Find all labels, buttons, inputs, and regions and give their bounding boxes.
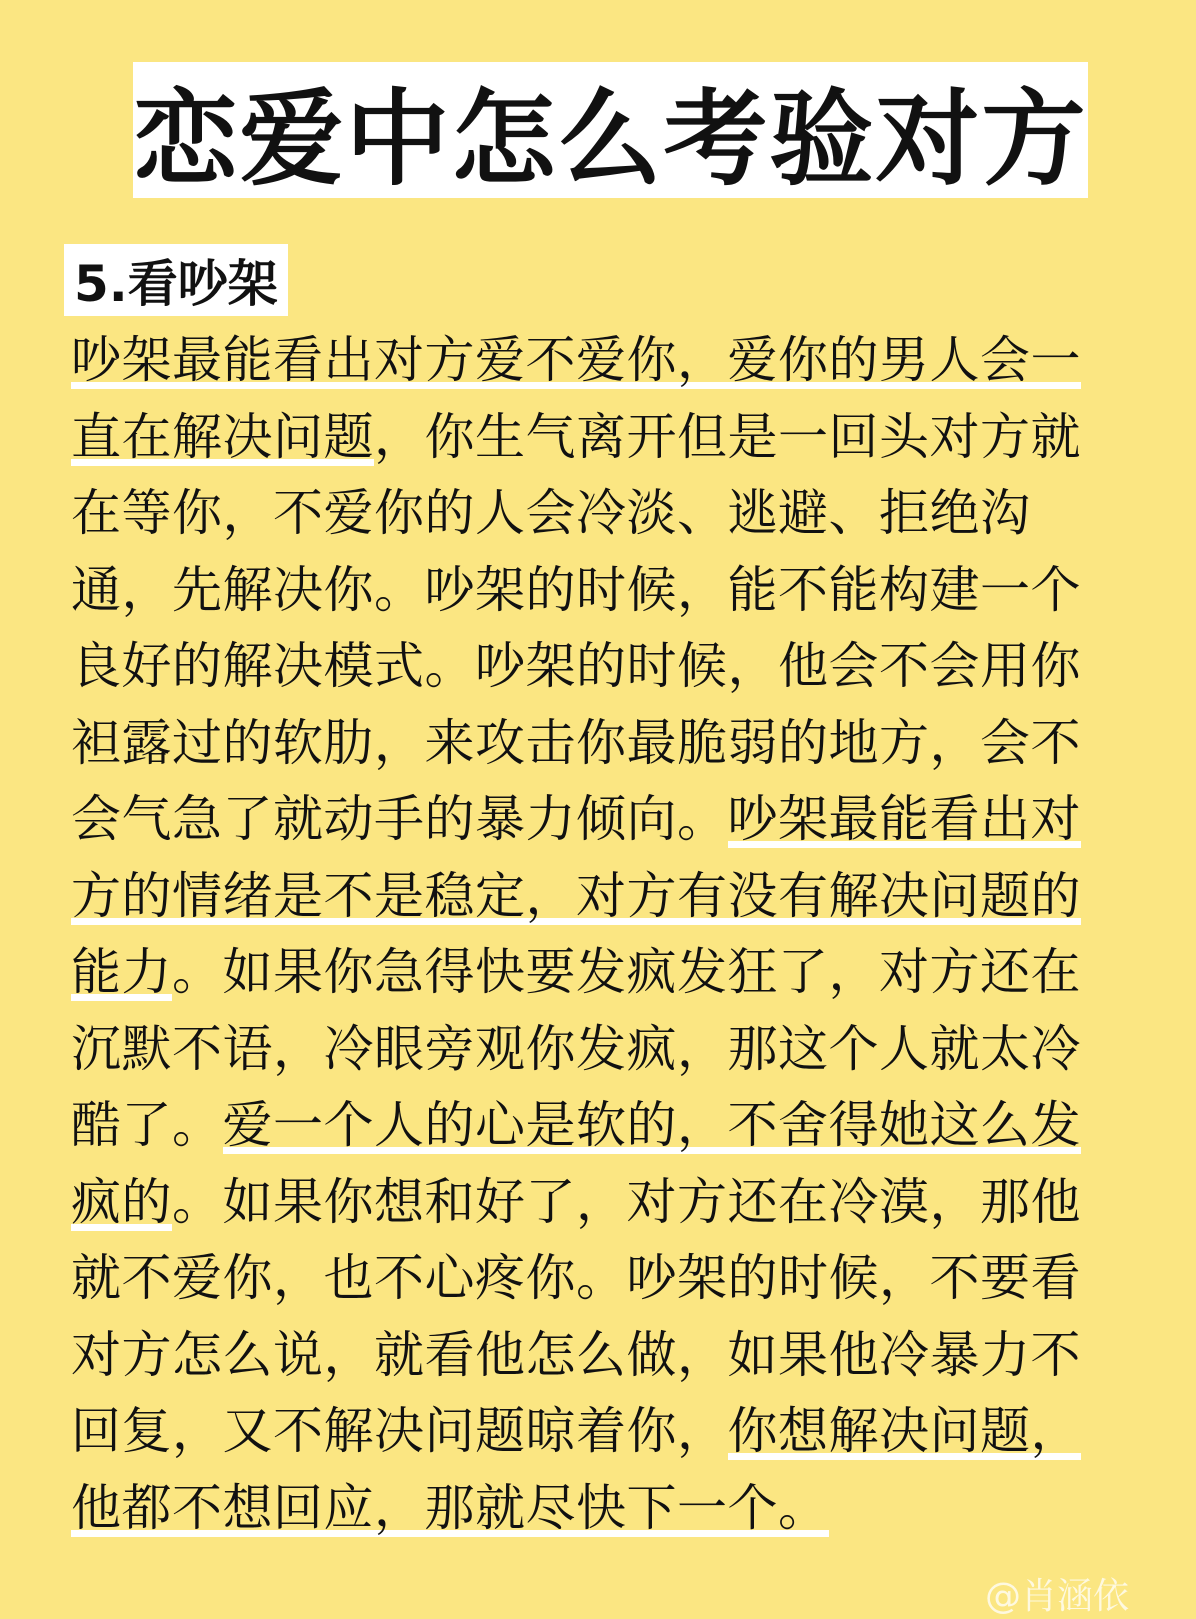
text-segment: ，你生气离开但是一回头对方就 xyxy=(374,407,1081,466)
text-line xyxy=(71,1470,1131,1547)
highlighted-text: 你想解决问题， xyxy=(727,1402,1081,1460)
page-title: 恋爱中怎么考验对方 xyxy=(133,78,1088,200)
highlighted-text: 能力 xyxy=(71,943,172,1001)
text-line xyxy=(71,552,1131,629)
text-segment: 。如果你想和好了，对方还在冷漠，那他 xyxy=(172,1172,1081,1231)
text-segment: 回复，又不解决问题晾着你， xyxy=(71,1402,728,1460)
text-segment: 在等你，不爱你的人会冷淡、逃避、拒绝沟 xyxy=(71,484,1031,542)
highlighted-text: 直在解决问题 xyxy=(71,407,374,466)
text-line xyxy=(71,1164,1131,1241)
title-banner xyxy=(133,62,1088,198)
text-line xyxy=(71,1240,1131,1317)
text-line xyxy=(71,781,1131,858)
text-line xyxy=(71,1087,1131,1164)
highlighted-text: 吵架最能看出对 xyxy=(727,790,1081,848)
text-segment: 良好的解决模式。吵架的时候，他会不会用你 xyxy=(71,637,1081,695)
text-segment: 对方怎么说，就看他怎么做，如果他冷暴力不 xyxy=(71,1325,1081,1384)
text-line xyxy=(71,322,1131,399)
text-line xyxy=(71,1393,1131,1470)
highlighted-text: 他都不想回应，那就尽快下一个。 xyxy=(71,1478,829,1537)
text-segment: 通，先解决你。吵架的时候，能不能构建一个 xyxy=(71,560,1081,619)
text-line xyxy=(71,1011,1131,1088)
section-heading: 5.看吵架 xyxy=(74,255,278,313)
text-segment: 袒露过的软肋，来攻击你最脆弱的地方，会不 xyxy=(71,713,1081,772)
text-segment: 沉默不语，冷眼旁观你发疯，那这个人就太冷 xyxy=(71,1019,1081,1078)
text-line xyxy=(71,399,1131,476)
text-line xyxy=(71,1317,1131,1394)
highlighted-text: 吵架最能看出对方爱不爱你，爱你的男人会一 xyxy=(71,331,1081,389)
highlighted-text: 爱一个人的心是软的，不舍得她这么发 xyxy=(222,1096,1081,1154)
text-segment: 酷了。 xyxy=(71,1096,223,1154)
text-segment: 会气急了就动手的暴力倾向。 xyxy=(71,790,728,848)
text-line xyxy=(71,475,1131,552)
highlighted-text: 方的情绪是不是稳定，对方有没有解决问题的 xyxy=(71,866,1081,925)
watermark: @肖涵依 xyxy=(985,1576,1130,1617)
text-line xyxy=(71,628,1131,705)
section-heading-box xyxy=(64,244,288,316)
text-segment: 。如果你急得快要发疯发狂了，对方还在 xyxy=(172,943,1081,1001)
body-paragraph xyxy=(71,322,1131,1546)
text-line xyxy=(71,705,1131,782)
text-segment: 就不爱你，也不心疼你。吵架的时候，不要看 xyxy=(71,1249,1081,1307)
highlighted-text: 疯的 xyxy=(71,1172,172,1231)
text-line xyxy=(71,934,1131,1011)
text-line xyxy=(71,858,1131,935)
